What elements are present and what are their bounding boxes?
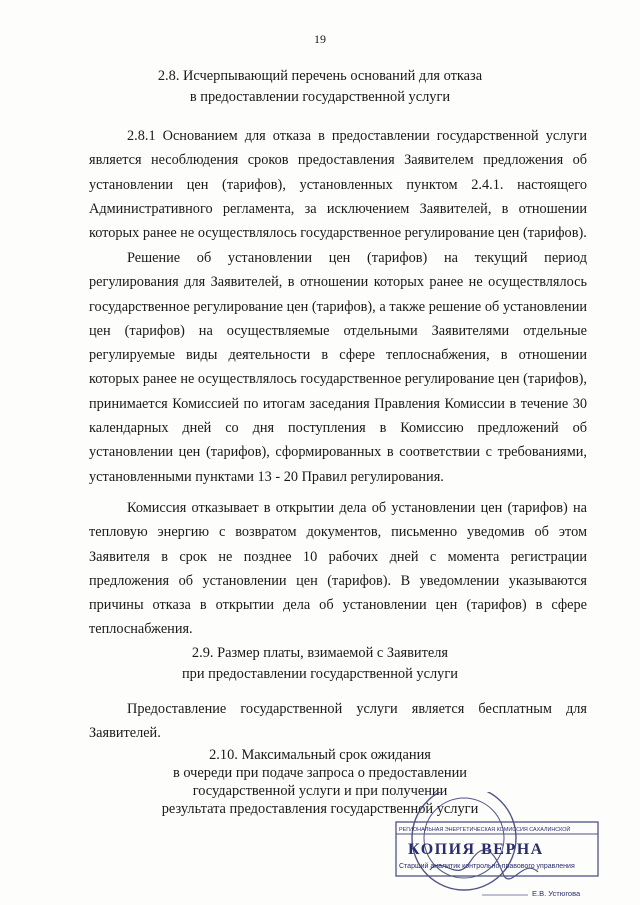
section-2-10-title-line1: 2.10. Максимальный срок ожидания [209, 747, 431, 763]
section-2-8-paragraph-3: Комиссия отказывает в открытии дела об установлении цен (тарифов) на тепловую энергию с возвратом документов, письменно уведомив об этом Заявителя в срок не позднее 10 рабочих дней с момента регистрации предложения об установлении цен (тарифов). В уведомлении указываются причины отказа в открытии дела об установлении цен (тарифов) в сфере теплоснабжения. [89, 500, 587, 638]
stamp-main-text: КОПИЯ ВЕРНА [408, 841, 544, 858]
stamp-org-line: РЕГИОНАЛЬНАЯ ЭНЕРГЕТИЧЕСКАЯ КОМИССИЯ САХАЛИНСКОЙ [399, 827, 571, 833]
section-2-9-paragraph-1: Предоставление государственной услуги является бесплатным для Заявителей. [89, 701, 587, 742]
stamp-name-text: Е.В. Устюгова [532, 889, 581, 898]
section-2-9-title-line2: при предоставлении государственной услуги [181, 666, 458, 682]
section-2-8-heading [0, 66, 640, 108]
section-2-8-title-line1: 2.8. Исчерпывающий перечень оснований для отказа [157, 68, 483, 84]
section-2-8-paragraph-2: Решение об установлении цен (тарифов) на текущий период регулирования для Заявителей, в отношении которых ранее не осуществлялось государственное регулирование цен (тарифов), а также решение об установлении цен (тарифов) на осуществляемые отдельными Заявителями отдельные регулируемые виды деятельности в сфере теплоснабжения, в отношении которых ранее не осуществлялось государственное регулирование цен (тарифов), принимается Комиссией по итогам заседания Правления Комиссии в течение 30 календарных дней со дня поступления в Комиссию предложений об установлении цен (тарифов), сформированных в соответствии с требованиями, установленными пунктами 13 - 20 Правил регулирования. [89, 250, 587, 485]
section-2-8-title-line2: в предоставлении государственной услуги [189, 89, 451, 105]
section-2-9-title-line1: 2.9. Размер платы, взимаемой с Заявителя [191, 645, 449, 661]
stamp-position-text: Старший аналитик контрольно-правового управления [399, 863, 575, 870]
section-2-10-title-line2: в очереди при подаче запроса о предоставлении [172, 765, 468, 781]
section-2-9-heading [0, 643, 640, 685]
section-2-10-title-line3: государственной услуги и при получении [192, 783, 448, 799]
page-number: 19 [314, 32, 326, 46]
certification-stamp [372, 792, 606, 902]
section-2-8-paragraph-1: 2.8.1 Основанием для отказа в предоставлении государственной услуги является несоблюдения сроков предоставления Заявителем предложения об установлении цен (тарифов), установленных пунктом 2.4.1. настоящего Административного регламента, за исключением Заявителей, в отношении которых ранее не осуществлялось государственное регулирование цен (тарифов). [89, 128, 587, 242]
section-2-10-title-line4: результата предоставления государственной услуги [161, 801, 479, 817]
